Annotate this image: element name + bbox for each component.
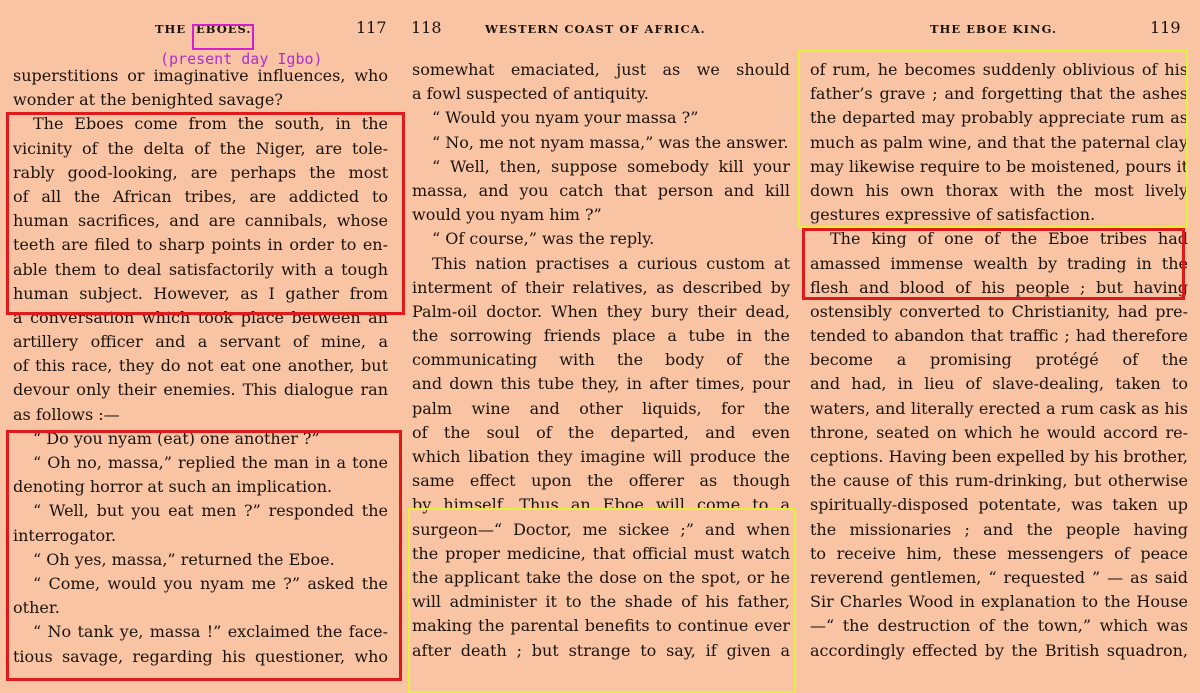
text-line: artillery officer and a servant of mine, a — [13, 332, 388, 352]
text-line: making the parental benefits to continue ever — [412, 616, 790, 636]
text-line: “ Do you nyam (eat) one another ?” — [33, 428, 320, 448]
highlight-box-rum — [798, 50, 1188, 228]
page-header — [405, 18, 798, 44]
page-119 — [804, 0, 1196, 693]
page-number: 117 — [356, 18, 387, 37]
text-line: and had, in lieu of slave-dealing, taken to — [810, 374, 1188, 394]
text-line: waters, and literally erected a rum cask as his — [810, 398, 1188, 418]
text-line: gestures expressive of satisfaction. — [810, 205, 1096, 225]
text-line: spiritually-disposed potentate, was taken up — [810, 495, 1188, 515]
text-line: tious savage, regarding his questioner, who — [13, 646, 388, 666]
text-line: amassed immense wealth by trading in the — [810, 253, 1188, 273]
text-line: of rum, he becomes suddenly oblivious of his — [810, 60, 1188, 79]
text-line: the applicant take the dose on the spot, or he — [412, 567, 790, 587]
text-line: “ Oh no, massa,” replied the man in a tone — [33, 453, 388, 472]
text-line: vicinity of the delta of the Niger, are tole- — [13, 138, 388, 158]
text-line: the proper medicine, that official must watch — [412, 543, 790, 563]
text-line: “ No, me not nyam massa,” was the answer. — [432, 132, 789, 152]
text-line: interrogator. — [13, 525, 117, 545]
running-head: WESTERN COAST OF AFRICA. — [485, 22, 706, 36]
text-line: interment of their relatives, as described by — [412, 277, 790, 297]
text-line: massa, and you catch that person and kill — [412, 180, 790, 200]
text-line: throne, seated on which he would accord re- — [810, 422, 1188, 442]
text-line: become a promising protégé of the — [810, 350, 1188, 370]
text-line: The king of one of the Eboe tribes had — [830, 229, 1188, 249]
text-line: ostensibly converted to Christianity, had pre- — [810, 301, 1188, 321]
text-line: would you nyam him ?” — [412, 205, 602, 225]
text-line: tended to abandon that traffic ; had therefore — [810, 326, 1188, 346]
text-line: devour only their enemies. This dialogue ran — [13, 380, 388, 400]
text-line: down his own thorax with the most lively — [810, 180, 1188, 200]
text-line: the departed may probably appreciate rum as — [810, 108, 1188, 128]
running-head-prefix: THE — [155, 22, 187, 36]
text-line: palm wine and other liquids, for the — [412, 398, 790, 418]
text-line: “ Oh yes, massa,” returned the Eboe. — [33, 549, 335, 569]
text-line: “ Of course,” was the reply. — [432, 229, 655, 249]
text-line: able them to deal satisfactorily with a tough — [13, 259, 388, 279]
text-line: of the soul of the departed, and even — [412, 422, 790, 442]
text-line: same effect upon the offerer as though — [412, 471, 790, 491]
text-line: which libation they imagine will produce the — [412, 447, 790, 466]
highlight-box-king — [802, 228, 1185, 300]
text-line: “ Well, then, suppose somebody kill your — [432, 156, 790, 176]
text-line: surgeon—“ Doctor, me sickee ;” and when — [412, 519, 790, 539]
text-line: father’s grave ; and forgetting that the ashes — [810, 84, 1188, 104]
text-line: other. — [13, 598, 60, 618]
text-line: and down this tube they, in after times, pour — [412, 374, 790, 394]
text-line: the cause of this rum-drinking, but otherwise — [810, 471, 1188, 491]
highlight-box-eboes — [192, 24, 254, 50]
text-line: by himself. Thus an Eboe will come to a — [412, 495, 790, 515]
text-line: of all the African tribes, are addicted to — [13, 186, 388, 206]
text-line: the missionaries ; and the people having — [810, 519, 1188, 539]
page-number: 119 — [1150, 18, 1181, 37]
text-line: —“ the destruction of the town,” which was — [810, 616, 1188, 636]
text-line: superstitions or imaginative influences, who — [13, 66, 388, 85]
text-line: as follows :— — [13, 404, 120, 424]
text-line: to receive him, these messengers of peace — [810, 543, 1188, 563]
page-118 — [405, 0, 798, 693]
running-head-eboes: EBOES. — [196, 22, 252, 36]
text-line: will administer it to the shade of his father, — [412, 592, 790, 612]
text-line: communicating with the body of the — [412, 350, 790, 370]
highlight-box-dialogue — [6, 430, 402, 681]
text-line: “ Come, would you nyam me ?” asked the — [33, 573, 388, 593]
text-line: somewhat emaciated, just as we should — [412, 60, 790, 79]
text-line: denoting horror at such an implication. — [13, 477, 333, 497]
running-head: THE EBOE KING. — [930, 22, 1057, 36]
text-line: “ Well, but you eat men ?” responded the — [33, 501, 388, 521]
page-number: 118 — [411, 18, 442, 37]
page-header — [804, 18, 1196, 44]
text-line: This nation practises a curious custom at — [432, 253, 790, 273]
text-line: the sorrowing friends place a tube in the — [412, 326, 790, 346]
text-line: flesh and blood of his people ; but having — [810, 277, 1188, 297]
text-line: teeth are filed to sharp points in order to en- — [13, 235, 388, 255]
text-line: may likewise require to be moistened, pours it — [810, 156, 1188, 176]
highlight-box-medicine — [408, 508, 796, 693]
text-line: wonder at the benighted savage? — [13, 90, 283, 110]
highlight-box-eboes-paragraph — [6, 112, 405, 315]
text-line: reverend gentlemen, “ requested ” — as said — [810, 567, 1188, 587]
text-line: ceptions. Having been expelled by his brother, — [810, 447, 1188, 466]
page-117 — [0, 0, 400, 693]
text-line: of this race, they do not eat one another, but — [13, 356, 388, 376]
text-line: human subject. However, as I gather from — [13, 283, 388, 303]
text-line: much as palm wine, and that the paternal clay — [810, 132, 1188, 152]
text-line: “ No tank ye, massa !” exclaimed the face- — [33, 622, 388, 642]
text-line: human sacrifices, and are cannibals, whose — [13, 211, 388, 231]
text-line: “ Would you nyam your massa ?” — [432, 108, 699, 128]
text-line: a fowl suspected of antiquity. — [412, 84, 649, 104]
text-line: rably good-looking, are perhaps the most — [13, 162, 388, 182]
annotation-igbo: (present day Igbo) — [160, 50, 323, 68]
text-line: a conversation which took place between an — [13, 307, 388, 327]
text-line: after death ; but strange to say, if given a — [412, 640, 790, 660]
text-line: Palm-oil doctor. When they bury their dead, — [412, 301, 790, 321]
text-line: accordingly effected by the British squadron, — [810, 640, 1188, 660]
text-line: Sir Charles Wood in explanation to the House — [810, 592, 1188, 612]
text-line: The Eboes come from the south, in the — [33, 114, 388, 134]
